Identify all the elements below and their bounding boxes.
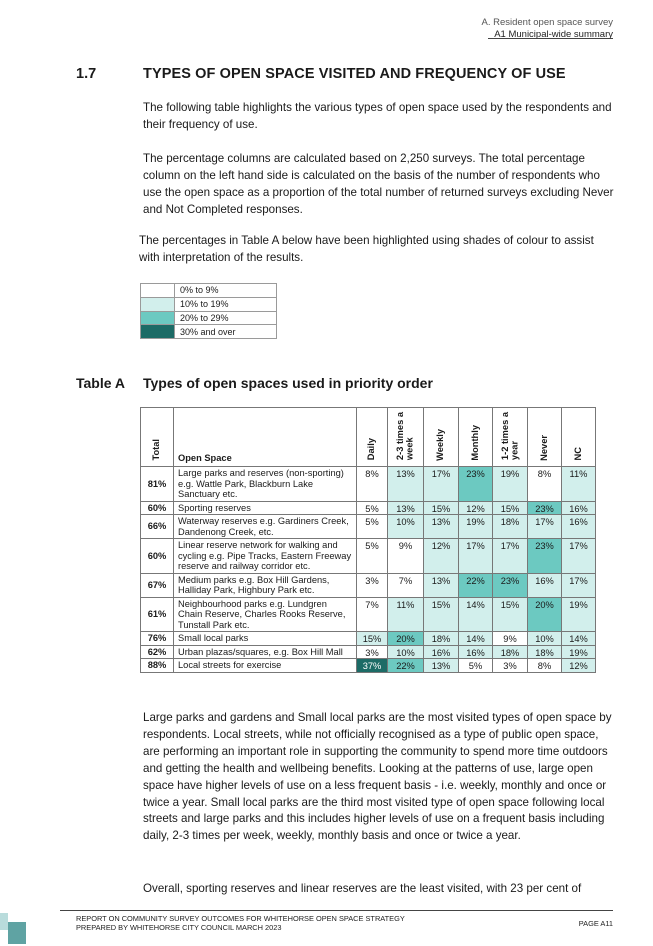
legend-swatch — [141, 325, 175, 339]
cell-never: 23% — [528, 539, 562, 574]
cell-weekly: 16% — [424, 645, 459, 659]
page-number: PAGE A11 — [578, 919, 613, 928]
cell-open-space: Local streets for exercise — [174, 659, 357, 673]
cell-never: 20% — [528, 597, 562, 632]
cell-weekly: 12% — [424, 539, 459, 574]
cell-nc: 19% — [562, 645, 596, 659]
cell-1-2-times-year: 19% — [493, 467, 528, 502]
cell-daily: 5% — [357, 515, 388, 539]
colour-legend — [140, 283, 277, 339]
cell-monthly: 23% — [459, 467, 493, 502]
cell-1-2-times-year: 17% — [493, 539, 528, 574]
cell-2-3-times-week: 10% — [388, 515, 424, 539]
cell-monthly: 19% — [459, 515, 493, 539]
cell-weekly: 13% — [424, 515, 459, 539]
cell-1-2-times-year: 23% — [493, 573, 528, 597]
cell-2-3-times-week: 11% — [388, 597, 424, 632]
cell-daily: 15% — [357, 632, 388, 646]
cell-nc: 14% — [562, 632, 596, 646]
legend-label: 10% to 19% — [175, 297, 277, 311]
cell-daily: 3% — [357, 573, 388, 597]
table-number: Table A — [76, 375, 126, 391]
cell-2-3-times-week: 13% — [388, 501, 424, 515]
table-row — [141, 501, 596, 515]
cell-weekly: 18% — [424, 632, 459, 646]
legend-label: 30% and over — [175, 325, 277, 339]
cell-weekly: 15% — [424, 597, 459, 632]
legend-row — [141, 325, 277, 339]
legend-label: 0% to 9% — [175, 284, 277, 298]
header-monthly: Monthly — [459, 408, 493, 467]
cell-monthly: 5% — [459, 659, 493, 673]
cell-total: 81% — [141, 467, 174, 502]
cell-monthly: 14% — [459, 632, 493, 646]
cell-total: 60% — [141, 501, 174, 515]
table-row — [141, 645, 596, 659]
header-divider — [488, 38, 613, 39]
cell-never: 17% — [528, 515, 562, 539]
cell-1-2-times-year: 15% — [493, 501, 528, 515]
shading-paragraph: The percentages in Table A below have been highlighted using shades of colour to assist with interpretation of the results. — [139, 234, 594, 264]
cell-open-space: Medium parks e.g. Box Hill Gardens, Halliday Park, Highbury Park etc. — [174, 573, 357, 597]
legend-row — [141, 297, 277, 311]
table-row — [141, 467, 596, 502]
cell-open-space: Large parks and reserves (non-sporting) e.g. Wattle Park, Blackburn Lake Sanctuary etc. — [174, 467, 357, 502]
cell-daily: 8% — [357, 467, 388, 502]
table-row — [141, 597, 596, 632]
section-title: TYPES OF OPEN SPACE VISITED AND FREQUENCY OF USE — [143, 66, 566, 82]
cell-nc: 16% — [562, 515, 596, 539]
cell-total: 66% — [141, 515, 174, 539]
cell-total: 62% — [141, 645, 174, 659]
cell-open-space: Linear reserve network for walking and cycling e.g. Pipe Tracks, Eastern Freeway reserve and railway corridor etc. — [174, 539, 357, 574]
cell-total: 88% — [141, 659, 174, 673]
cell-1-2-times-year: 18% — [493, 515, 528, 539]
cell-total: 61% — [141, 597, 174, 632]
cell-never: 8% — [528, 659, 562, 673]
intro-paragraph: The following table highlights the various types of open space used by the respondents and their frequency of use. — [143, 101, 612, 131]
cell-never: 8% — [528, 467, 562, 502]
cell-2-3-times-week: 20% — [388, 632, 424, 646]
header-weekly: Weekly — [424, 408, 459, 467]
legend-swatch — [141, 297, 175, 311]
table-row — [141, 515, 596, 539]
cell-daily: 5% — [357, 539, 388, 574]
cell-weekly: 17% — [424, 467, 459, 502]
header-never: Never — [528, 408, 562, 467]
legend-swatch — [141, 284, 175, 298]
cell-open-space: Urban plazas/squares, e.g. Box Hill Mall — [174, 645, 357, 659]
header-summary-label: A1 Municipal-wide summary — [494, 29, 613, 40]
footer-decoration — [0, 913, 8, 930]
cell-weekly: 15% — [424, 501, 459, 515]
cell-daily: 5% — [357, 501, 388, 515]
cell-2-3-times-week: 7% — [388, 573, 424, 597]
footer-decoration — [8, 922, 26, 944]
legend-row — [141, 284, 277, 298]
table-header-row — [141, 408, 596, 467]
cell-monthly: 16% — [459, 645, 493, 659]
cell-nc: 12% — [562, 659, 596, 673]
table-row — [141, 573, 596, 597]
header-1-2-times-year: 1-2 times a year — [493, 408, 528, 467]
open-space-usage-table — [140, 407, 596, 673]
continuation-paragraph: Overall, sporting reserves and linear reserves are the least visited, with 23 per cent of — [143, 882, 582, 895]
cell-never: 23% — [528, 501, 562, 515]
table-row — [141, 659, 596, 673]
cell-monthly: 14% — [459, 597, 493, 632]
cell-2-3-times-week: 22% — [388, 659, 424, 673]
header-nc: NC — [562, 408, 596, 467]
cell-open-space: Small local parks — [174, 632, 357, 646]
cell-nc: 17% — [562, 539, 596, 574]
cell-2-3-times-week: 13% — [388, 467, 424, 502]
cell-1-2-times-year: 15% — [493, 597, 528, 632]
cell-monthly: 22% — [459, 573, 493, 597]
cell-1-2-times-year: 3% — [493, 659, 528, 673]
cell-monthly: 17% — [459, 539, 493, 574]
cell-nc: 16% — [562, 501, 596, 515]
cell-1-2-times-year: 9% — [493, 632, 528, 646]
cell-never: 10% — [528, 632, 562, 646]
cell-never: 16% — [528, 573, 562, 597]
cell-never: 18% — [528, 645, 562, 659]
cell-total: 67% — [141, 573, 174, 597]
cell-open-space: Waterway reserves e.g. Gardiners Creek, Dandenong Creek, etc. — [174, 515, 357, 539]
cell-weekly: 13% — [424, 659, 459, 673]
cell-daily: 7% — [357, 597, 388, 632]
cell-daily: 3% — [357, 645, 388, 659]
table-row — [141, 632, 596, 646]
report-footer — [76, 914, 405, 932]
cell-nc: 19% — [562, 597, 596, 632]
footer-divider — [60, 910, 613, 911]
cell-2-3-times-week: 10% — [388, 645, 424, 659]
cell-daily: 37% — [357, 659, 388, 673]
header-2-3-times-week: 2-3 times a week — [388, 408, 424, 467]
header-survey-label: A. Resident open space survey — [481, 17, 613, 28]
cell-total: 76% — [141, 632, 174, 646]
cell-total: 60% — [141, 539, 174, 574]
method-paragraph: The percentage columns are calculated based on 2,250 surveys. The total percentage column on the left hand side is calculated on the basis of the number of respondents who use the open space as a proportion of the total number of returned surveys excluding Never and Not Completed responses. — [143, 152, 614, 216]
legend-row — [141, 311, 277, 325]
footer-prepared-by: PREPARED BY WHITEHORSE CITY COUNCIL MARCH 2023 — [76, 923, 282, 932]
cell-monthly: 12% — [459, 501, 493, 515]
section-number: 1.7 — [76, 66, 97, 82]
cell-1-2-times-year: 18% — [493, 645, 528, 659]
table-title: Types of open spaces used in priority order — [143, 375, 433, 391]
cell-nc: 17% — [562, 573, 596, 597]
header-open-space: Open Space — [174, 408, 357, 467]
header-total: Total — [141, 408, 174, 467]
analysis-paragraph: Large parks and gardens and Small local parks are the most visited types of open space by respondents. Local streets, while not officially recognised as a type of public open space, are performing an important role in supporting the community to spend more time outdoors and getting the health and wellbeing benefits. Looking at the patterns of use, large open space have higher levels of use on a less frequent basis - i.e. weekly, monthly and once or twice a year. Small local parks are the third most visited type of open space following local streets and large parks and this includes higher levels of use on a frequent basis including daily, 2-3 times per week, weekly, monthly basis and once or twice a year. — [143, 711, 612, 843]
legend-label: 20% to 29% — [175, 311, 277, 325]
legend-swatch — [141, 311, 175, 325]
cell-2-3-times-week: 9% — [388, 539, 424, 574]
footer-report-title: REPORT ON COMMUNITY SURVEY OUTCOMES FOR WHITEHORSE OPEN SPACE STRATEGY — [76, 914, 405, 923]
cell-nc: 11% — [562, 467, 596, 502]
table-row — [141, 539, 596, 574]
cell-open-space: Sporting reserves — [174, 501, 357, 515]
header-daily: Daily — [357, 408, 388, 467]
cell-weekly: 13% — [424, 573, 459, 597]
cell-open-space: Neighbourhood parks e.g. Lundgren Chain Reserve, Charles Rooks Reserve, Tunstall Park etc. — [174, 597, 357, 632]
